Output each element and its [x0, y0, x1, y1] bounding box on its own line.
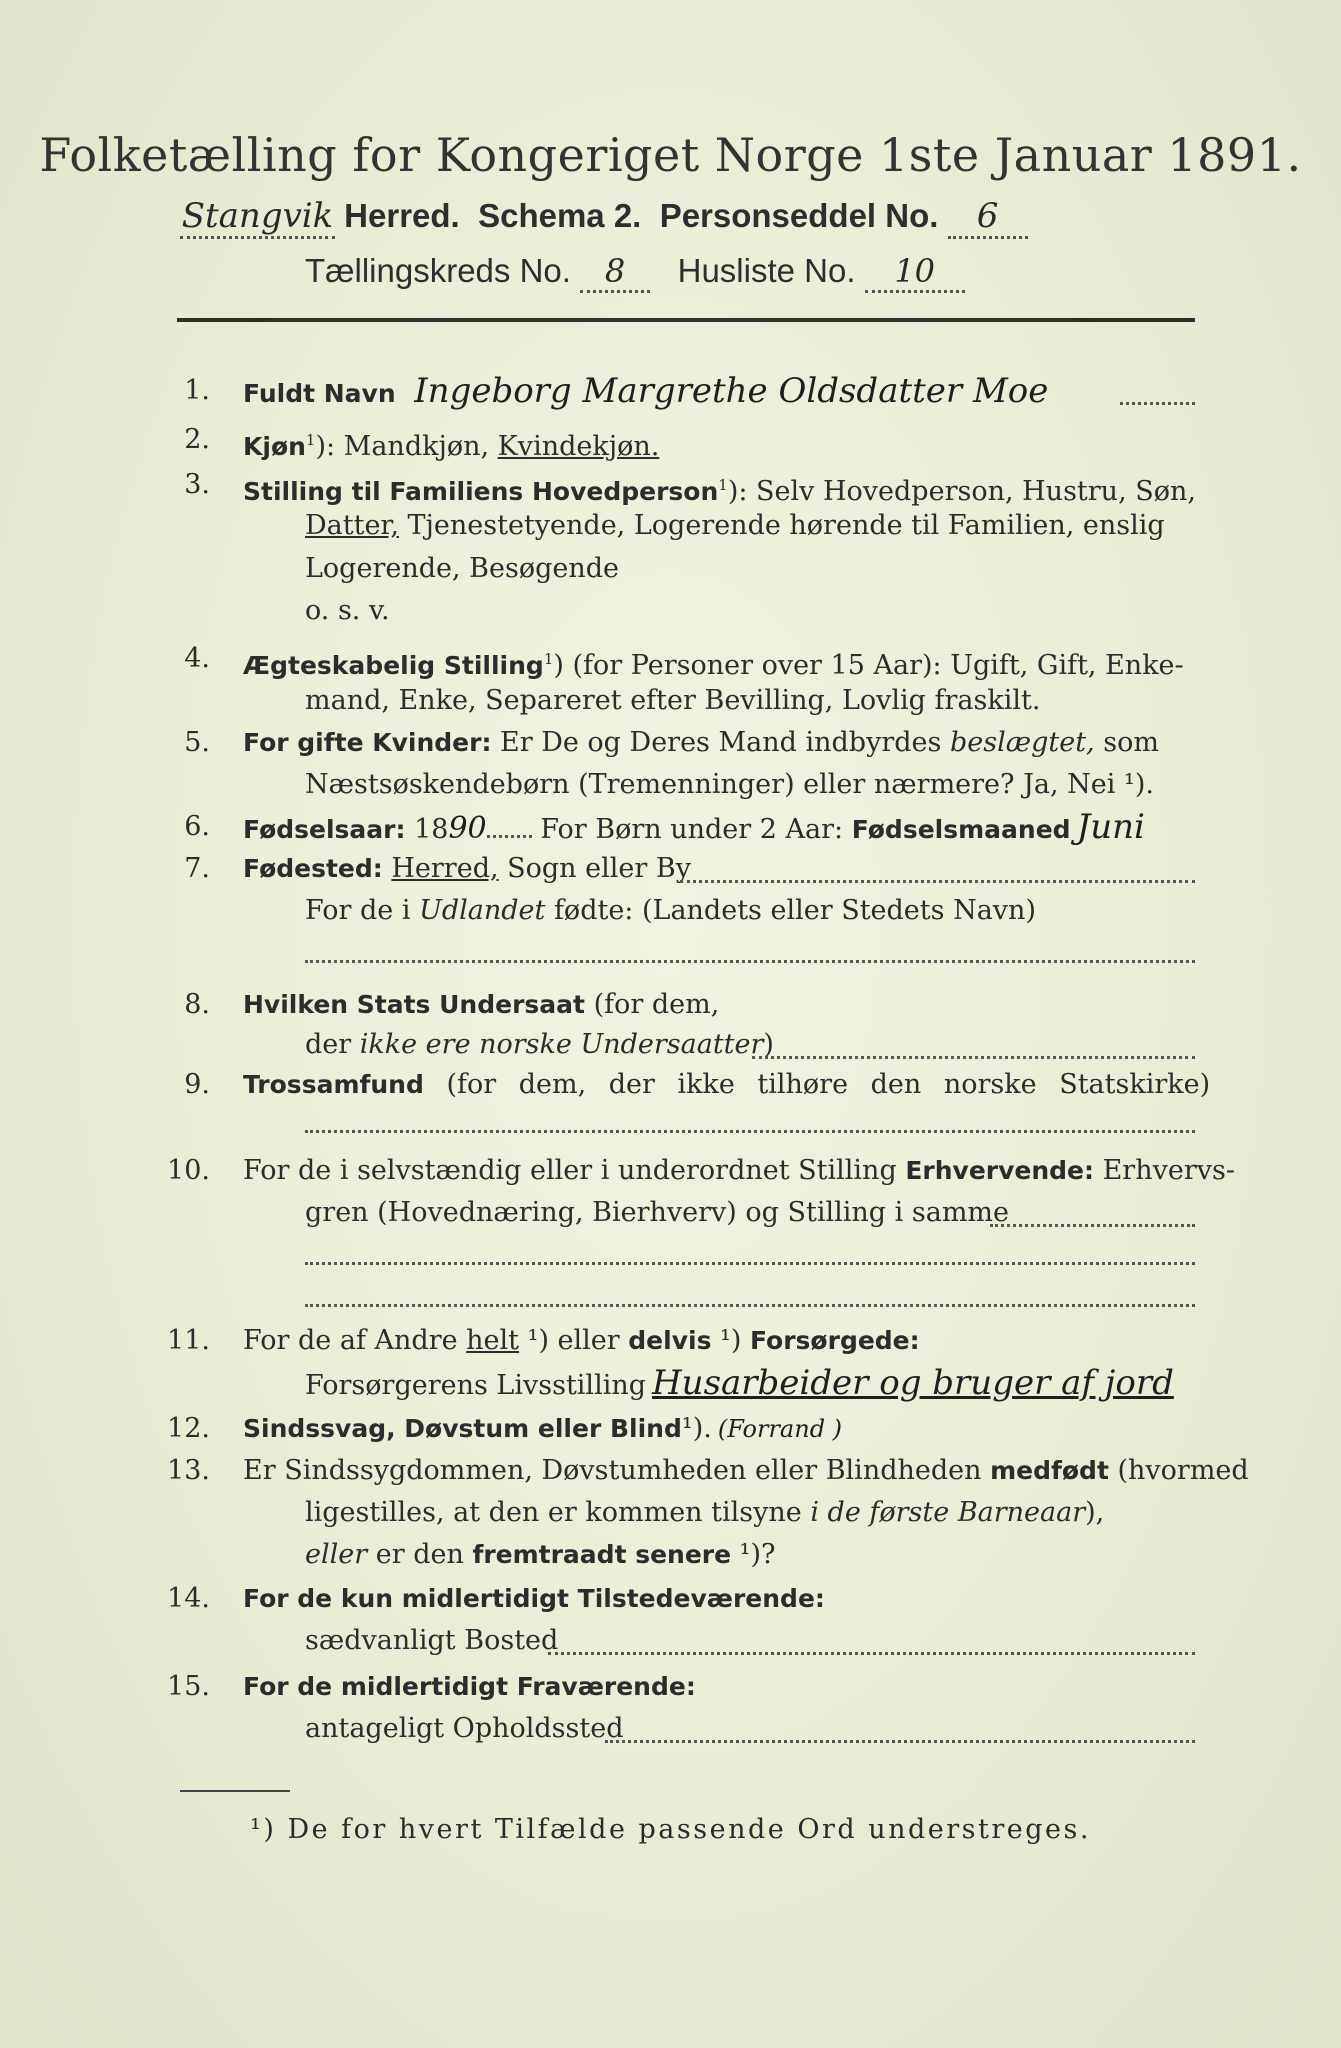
taellingskreds-value: 8: [604, 252, 626, 290]
footnote-mark: 1: [718, 476, 728, 494]
question-text: er den: [367, 1539, 473, 1570]
question-number: 13.: [167, 1455, 210, 1486]
question-label: delvis: [628, 1326, 712, 1355]
question-number: 3.: [184, 469, 210, 500]
question-text: antageligt Opholdssted: [305, 1713, 624, 1744]
footnote: ¹) De for hvert Tilfælde passende Ord understreges.: [250, 1814, 1091, 1845]
question-label: For de kun midlertidigt Tilstedeværende:: [243, 1584, 825, 1613]
question-label: Trossamfund: [243, 1070, 424, 1099]
support-selected: helt: [466, 1325, 520, 1356]
question-label: Fødested:: [243, 854, 383, 883]
question-number: 2.: [184, 424, 210, 455]
question-text: gren (Hovednæring, Bierhverv) og Stilling i samme: [305, 1197, 1010, 1228]
question-label: Kjøn: [243, 432, 306, 461]
question-number: 1.: [184, 375, 210, 406]
question-number: 11.: [167, 1325, 210, 1356]
footnote-mark: 1: [543, 650, 554, 668]
answer-line: [305, 960, 1195, 963]
question-text: (for dem, der ikke tilhøre den norske Statskirke): [423, 1069, 1211, 1100]
question-text: For Børn under 2 Aar:: [531, 814, 852, 845]
question-number: 6.: [184, 811, 210, 842]
question-text: (for dem,: [584, 989, 720, 1020]
question-text: ¹)?: [731, 1539, 776, 1570]
question-text: For de af Andre: [243, 1325, 467, 1356]
question-number: 10.: [167, 1155, 210, 1186]
question-label: Hvilken Stats Undersaat: [243, 990, 585, 1019]
question-text: der: [305, 1029, 360, 1060]
question-text-italic: eller: [305, 1539, 368, 1570]
question-text: Forsørgerens Livsstilling: [305, 1370, 647, 1401]
question-text: (hvormed: [1108, 1455, 1249, 1486]
sex-selected: Kvindekjøn.: [497, 431, 660, 462]
question-number: 15.: [167, 1671, 210, 1702]
question-text: ) (for Personer over 15 Aar): Ugift, Gift, Enke-: [553, 650, 1184, 681]
kreds-line: [305, 252, 965, 293]
question-label: Fuldt Navn: [243, 379, 396, 408]
form-title: Folketælling for Kongeriget Norge 1ste Januar 1891.: [39, 128, 1302, 182]
footnote-mark: 1: [305, 431, 316, 449]
question-number: 8.: [184, 989, 210, 1020]
birthplace-selected: Herred,: [391, 853, 499, 884]
husliste-label: Husliste No.: [677, 252, 856, 289]
herred-value: Stangvik: [181, 196, 334, 236]
question-number: 9.: [184, 1069, 210, 1100]
herred-line: [180, 196, 1028, 239]
question-text: Sogn eller By: [498, 853, 691, 884]
position-selected: Datter,: [305, 510, 399, 541]
question-text: Er De og Deres Mand indbyrdes: [491, 727, 950, 758]
personseddel-value: 6: [976, 196, 999, 236]
question-label: Fødselsmaaned: [851, 815, 1071, 844]
herred-label: Herred.: [344, 197, 460, 234]
question-text-italic: ikke ere norske Undersaatter: [359, 1029, 764, 1060]
question-text: sædvanligt Bosted: [305, 1625, 559, 1656]
question-text-italic: beslægtet,: [949, 727, 1095, 758]
taellingskreds-label: Tællingskreds No.: [305, 252, 571, 289]
year-prefix: 18: [405, 814, 449, 845]
answer-line: [305, 1262, 1195, 1265]
provider-occupation-value: Husarbeider og bruger af jord: [652, 1363, 1174, 1403]
question-text: ),: [1085, 1497, 1105, 1528]
question-text: For de i: [305, 895, 420, 926]
question-label: Fødselsaar:: [243, 815, 406, 844]
question-label: For gifte Kvinder:: [243, 728, 492, 757]
question-text: o. s. v.: [305, 595, 390, 626]
question-text: Erhvervs-: [1094, 1155, 1235, 1186]
question-text: ): Selv Hovedperson, Hustru, Søn,: [727, 476, 1196, 507]
header-divider: [177, 318, 1195, 322]
footnote-mark: ¹).: [681, 1413, 712, 1444]
question-number: 7.: [184, 853, 210, 884]
footnote-divider: [180, 1790, 290, 1792]
question-text: ): [763, 1029, 774, 1060]
personseddel-label: Personseddel No.: [659, 197, 939, 234]
question-text: For de i selvstændig eller i underordnet Stilling: [243, 1155, 906, 1186]
question-text: ¹) eller: [519, 1325, 629, 1356]
question-text: Logerende, Besøgende: [305, 553, 619, 584]
sex-options: ): Mandkjøn,: [315, 431, 498, 462]
question-label: Erhvervende:: [905, 1156, 1095, 1185]
question-label: Ægteskabelig Stilling: [243, 651, 544, 680]
answer-line: [305, 1130, 1195, 1133]
birth-year-value: 90: [448, 811, 487, 846]
question-text: Er Sindssygdommen, Døvstumheden eller Blindheden: [243, 1455, 991, 1486]
answer-line: [305, 1304, 1195, 1307]
husliste-value: 10: [894, 252, 936, 290]
question-text: mand, Enke, Separeret efter Bevilling, Lovlig fraskilt.: [305, 685, 1041, 716]
question-text: som: [1094, 727, 1159, 758]
question-text: Næstsøskendebørn (Tremenninger) eller nærmere? Ja, Nei ¹).: [305, 769, 1154, 800]
question-text-italic: i de første Barneaar: [810, 1497, 1086, 1528]
question-label: medfødt: [990, 1456, 1109, 1485]
question-text: Tjenestetyende, Logerende hørende til Familien, enslig: [398, 510, 1165, 541]
question-number: 12.: [167, 1413, 210, 1444]
schema-label: Schema 2.: [478, 197, 642, 234]
question-text-italic: Udlandet: [419, 895, 546, 926]
question-label: Stilling til Familiens Hovedperson: [243, 477, 719, 506]
question-number: 4.: [184, 643, 210, 674]
question-label: fremtraadt senere: [472, 1540, 732, 1569]
full-name-value: Ingeborg Margrethe Oldsdatter Moe: [414, 371, 1049, 411]
question-text: ligestilles, at den er kommen tilsyne: [305, 1497, 811, 1528]
question-number: 14.: [167, 1583, 210, 1614]
question-number: 5.: [184, 727, 210, 758]
question-text: fødte: (Landets eller Stedets Navn): [545, 895, 1036, 926]
birth-month-value: Juni: [1076, 807, 1145, 847]
question-label: Sindssvag, Døvstum eller Blind: [243, 1414, 682, 1443]
condition-value: (Forrand ): [717, 1415, 843, 1443]
question-label: For de midlertidigt Fraværende:: [243, 1672, 696, 1701]
question-text: ¹): [711, 1325, 750, 1356]
question-label: Forsørgede:: [749, 1326, 920, 1355]
